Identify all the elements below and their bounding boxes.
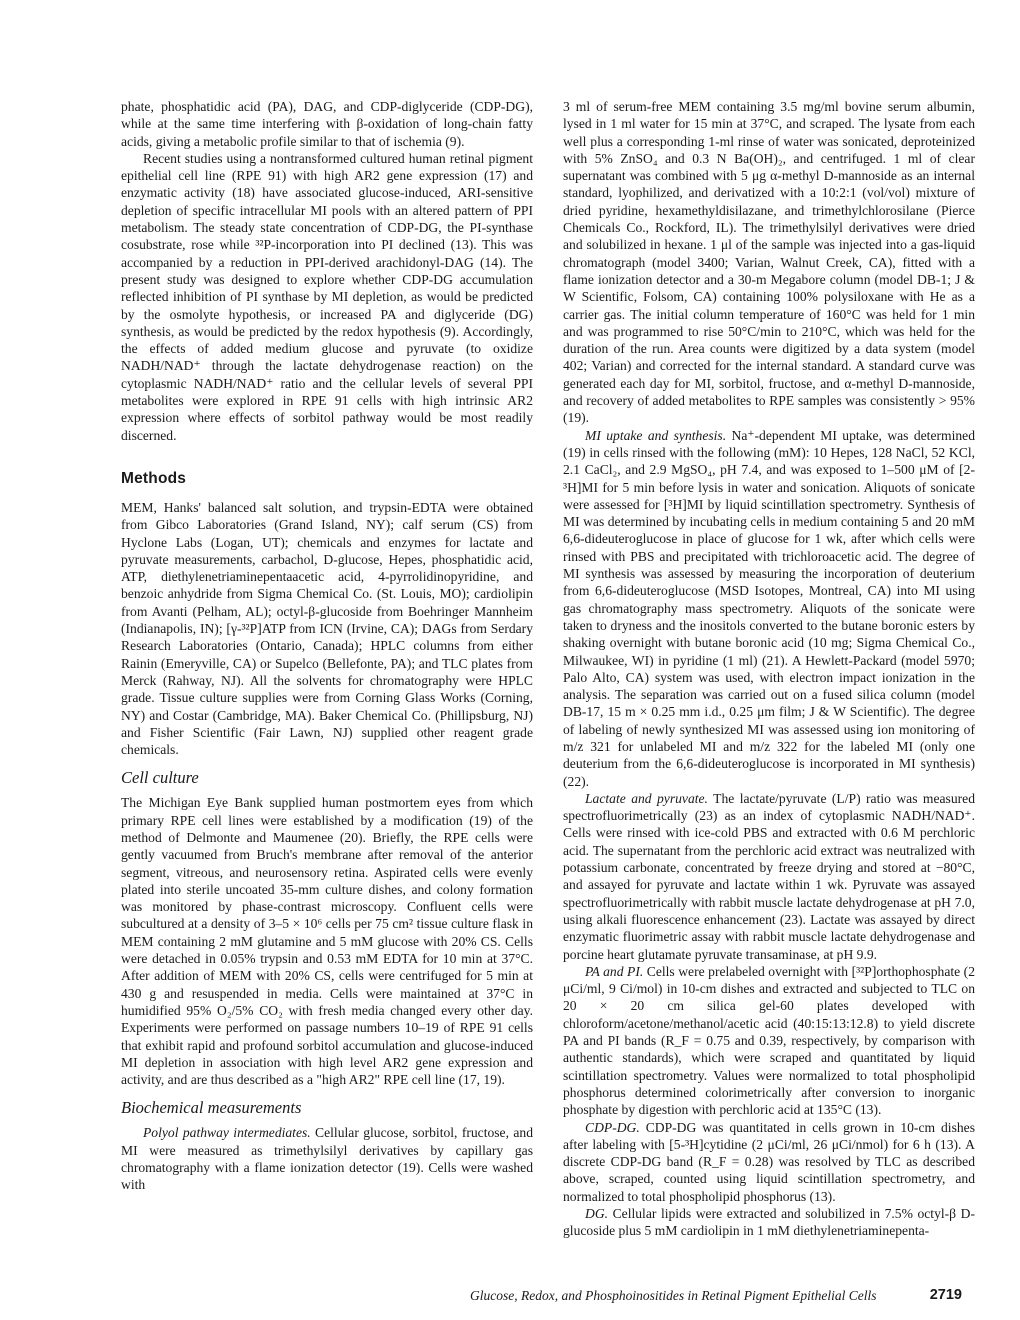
paragraph-text: The lactate/pyruvate (L/P) ratio was measured spectrofluorimetrically (23) as an index of cytoplasmic NADH/NAD⁺. Cells were rinsed with ice-cold PBS and extracted with 0.6 M perchloric acid. The supernatant from the perchloric acid extract was neutralized with potassium carbonate, concentrated by freeze drying and stored at −80°C, and assayed for pyruvate and lactate within 1 wk. Pyruvate was assayed spectrofluorimetrically with rabbit muscle lactate dehydrogenase at pH 7.0, using alkali fluorescence enhancement (23). Lactate was assayed by direct enzymatic fluorimetric assay with rabbit muscle lactate dehydrogenase and porcine heart glutamate pyruvate transaminase, at pH 9.9. bbox=[563, 790, 975, 962]
paragraph-text: CDP-DG was quantitated in cells grown in 10-cm dishes after labeling with [5-³H]cytidine (2 μCi/ml, 26 μCi/nmol) for 6 h (13). A discrete CDP-DG band (R_F = 0.28) was resolved by TLC as described above, scraped, counted using liquid scintillation spectrometry, and normalized to total phospholipid phosphorus (13). bbox=[563, 1119, 975, 1204]
run-in-heading: Polyol pathway intermediates. bbox=[143, 1125, 311, 1141]
paragraph: Recent studies using a nontransformed cultured human retinal pigment epithelial cell line (RPE 91) with high AR2 gene expression (17) and enzymatic activity (18) have associated glucose-induced, ARI-sensitive depletion of specific intracellular MI pools with an altered pattern of PPI metabolism. The steady state concentration of CDP-DG, the PI-synthase cosubstrate, rose while ³²P-incorporation into PI declined (13). This was accompanied by a reduction in PPI-derived arachidonyl-DAG (14). The present study was designed to explore whether CDP-DG accumulation reflected inhibition of PI synthase by MI depletion, as would be predicted by the osmolyte hypothesis, or increased PA and diglyceride (DG) synthesis, as would be predicted by the redox hypothesis (9). Accordingly, the effects of added medium glucose and pyruvate (to oxidize NADH/NAD⁺ through the lactate dehydrogenase reaction) on the cytoplasmic NADH/NAD⁺ ratio and the cellular levels of several PPI metabolites were explored in RPE 91 cells with high intrinsic AR2 expression where effects of sorbitol pathway would be most readily discerned. bbox=[121, 150, 533, 443]
paragraph: MEM, Hanks' balanced salt solution, and trypsin-EDTA were obtained from Gibco Laboratories (Grand Island, NY); calf serum (CS) from Hyclone Labs (Logan, UT); chemicals and enzymes for lactate and pyruvate measurements, carbachol, D-glucose, Hepes, phosphatidic acid, ATP, diethylenetriaminepentaacetic acid, 4-pyrrolidinopyridine, and benzoic anhydride from Sigma Chemical Co. (St. Louis, MO); cardiolipin from Avanti (Pelham, AL); octyl-β-glucoside from Boehringer Mannheim (Indianapolis, IN); [γ-³²P]ATP from ICN (Irvine, CA); DAGs from Serdary Research Laboratories (Ontario, Canada); HPLC columns from either Rainin (Emeryville, CA) or Supelco (Bellefonte, PA); and TLC plates from Merck (Rahway, NJ). All the solvents for chromatography were HPLC grade. Tissue culture supplies were from Corning Glass Works (Corning, NY) and Costar (Cambridge, MA). Baker Chemical Co. (Phillipsburg, NJ) and Fisher Scientific (Fair Lawn, NJ) supplied other reagent grade chemicals. bbox=[121, 499, 533, 758]
paragraph bbox=[563, 1205, 975, 1240]
right-column bbox=[563, 98, 975, 1240]
paragraph bbox=[563, 427, 975, 790]
running-title: Glucose, Redox, and Phosphoinositides in Retinal Pigment Epithelial Cells bbox=[470, 1288, 877, 1303]
paragraph: The Michigan Eye Bank supplied human postmortem eyes from which primary RPE cell lines were established by a modification (19) of the method of Delmonte and Maumenee (20). Briefly, the RPE cells were gently vacuumed from Bruch's membrane after removal of the anterior segment, vitreous, and neurosensory retina. Aspirated cells were evenly plated into sterile uncoated 35-mm culture dishes, and colony formation was monitored by phase-contrast microscopy. Confluent cells were subcultured at a density of 3–5 × 10⁶ cells per 75 cm² tissue culture flask in MEM containing 2 mM glutamine and 5 mM glucose with 20% CS. Cells were detached in 0.05% trypsin and 0.53 mM EDTA for 10 min at 37°C. After addition of MEM with 20% CS, cells were centrifuged for 5 min at 430 g and resuspended in media. Cells were maintained at 37°C in humidified 95% O₂/5% CO₂ with fresh media changed every other day. Experiments were performed on passage numbers 10–19 of RPE 91 cells that exhibit rapid and profound sorbitol accumulation and glucose-induced MI depletion in association with high level AR2 gene expression and activity, and are thus described as a "high AR2" RPE cell line (17, 19). bbox=[121, 795, 533, 1088]
paragraph bbox=[563, 963, 975, 1119]
paragraph-text: Cells were prelabeled overnight with [³²P]orthophosphate (2 μCi/ml, 9 Ci/mol) in 10-cm dishes and extracted and subjected to TLC on 20 × 20 cm silica gel-60 plates developed with chloroform/acetone/methanol/acetic acid (40:15:13:12.8) to yield discrete PA and PI bands (R_F = 0.75 and 0.39, respectively, by comparison with authentic standards), which were scraped and quantitated by liquid scintillation spectrometry. Values were normalized to total phospholipid phosphorus determined colorimetrically after conversion to inorganic phosphate by digestion with perchloric acid at 135°C (13). bbox=[563, 963, 975, 1118]
run-in-heading: PA and PI. bbox=[585, 963, 644, 979]
left-column bbox=[121, 98, 533, 1194]
paragraph: 3 ml of serum-free MEM containing 3.5 mg/ml bovine serum albumin, lysed in 1 ml water for 15 min at 37°C, and scraped. The lysate from each well plus a corresponding 1-ml rinse of water was sonicated, deproteinized with 5% ZnSO₄ and 0.3 N Ba(OH)₂, and centrifuged. 1 ml of clear supernatant was combined with 5 μg α-methyl D-mannoside as an internal standard, lyophilized, and derivatized with a 10:2:1 (vol/vol) mixture of dried pyridine, hexamethyldisilazane, and trimethylchlorosilane (Pierce Chemicals Co., Rockford, IL). The trimethylsilyl derivatives were dried and solubilized in hexane. 1 μl of the sample was injected into a gas-liquid chromatograph (model 3400; Varian, Walnut Creek, CA), fitted with a flame ionization detector and a 30-m Megabore column (model DB-1; J & W Scientific, Folsom, CA) containing 100% polysiloxane with He as a carrier gas. The initial column temperature of 160°C was held for 1 min and was programmed to rise 50°C/min to 210°C, which was held for the duration of the run. Area counts were digitized by a data system (model 402; Varian) and corrected for the internal standard. A standard curve was generated each day for MI, sorbitol, fructose, and α-methyl D-mannoside, and recovery of added metabolites to RPE samples was consistently > 95% (19). bbox=[563, 99, 975, 426]
run-in-heading: Lactate and pyruvate. bbox=[585, 790, 708, 806]
paragraph bbox=[563, 790, 975, 963]
run-in-heading: DG. bbox=[585, 1206, 609, 1221]
paragraph-text: Na⁺-dependent MI uptake, was determined (19) in cells rinsed with the following (mM): 10 Hepes, 128 NaCl, 52 KCl, 2.1 CaCl₂, and 2.9 MgSO₄, pH 7.4, and was exposed to 1–500 μM of [2-³H]MI for 5 min before lysis in water and sonication. Aliquots of sonicate were assessed for [³H]MI by liquid scintillation spectrometry. Synthesis of MI was determined by incubating cells in medium containing 5 and 20 mM 6,6-dideuteroglucose in place of glucose for 1 wk, after which cells were rinsed with PBS and precipitated with trichloroacetic acid. The degree of MI synthesis was assessed by measuring the incorporation of deuterium from 6,6-dideuteroglucose (MSD Isotopes, Montreal, CA) into MI using gas chromatography mass spectrometry. Aliquots of the sonicate were taken to dryness and the inositols converted to the butane boronic esters by shaking overnight with butane boronic acid (10 mg; Sigma Chemical Co., Milwaukee, WI) in pyridine (1 ml) (21). A Hewlett-Packard (model 5970; Palo Alto, CA) system was used, with electron impact ionization in the analysis. The separation was carried out on a fused silica column (model DB-17, 15 m × 0.25 mm i.d., 0.25 μm film; J & W Scientific). The degree of labeling of newly synthesized MI was assessed using ion monitoring of m/z 321 for unlabeled MI and m/z 322 for the labeled MI (only one deuterium from the 6,6-dideuteroglucose is incorporated in MI synthesis) (22). bbox=[563, 427, 975, 789]
methods-heading: Methods bbox=[121, 469, 187, 487]
paragraph: phate, phosphatidic acid (PA), DAG, and CDP-diglyceride (CDP-DG), while at the same time interfering with β-oxidation of long-chain fatty acids, giving a metabolic profile similar to that of ischemia (9). bbox=[121, 99, 533, 149]
run-in-heading: MI uptake and synthesis. bbox=[585, 427, 727, 443]
cell-culture-heading: Cell culture bbox=[121, 768, 199, 788]
paragraph bbox=[121, 1124, 533, 1193]
run-in-heading: CDP-DG. bbox=[585, 1119, 640, 1135]
paragraph-text: Cellular glucose, sorbitol, fructose, and MI were measured as trimethylsilyl derivatives by capillary gas chromatography with a flame ionization detector (19). Cells were washed with bbox=[121, 1125, 533, 1193]
paragraph bbox=[563, 1119, 975, 1205]
biochemical-measurements-heading: Biochemical measurements bbox=[121, 1098, 302, 1118]
page-footer bbox=[470, 1288, 962, 1304]
paragraph-text: Cellular lipids were extracted and solubilized in 7.5% octyl-β D-glucoside plus 5 mM cardiolipin in 1 mM diethylenetriaminepenta- bbox=[563, 1206, 975, 1239]
page-number: 2719 bbox=[929, 1287, 962, 1303]
